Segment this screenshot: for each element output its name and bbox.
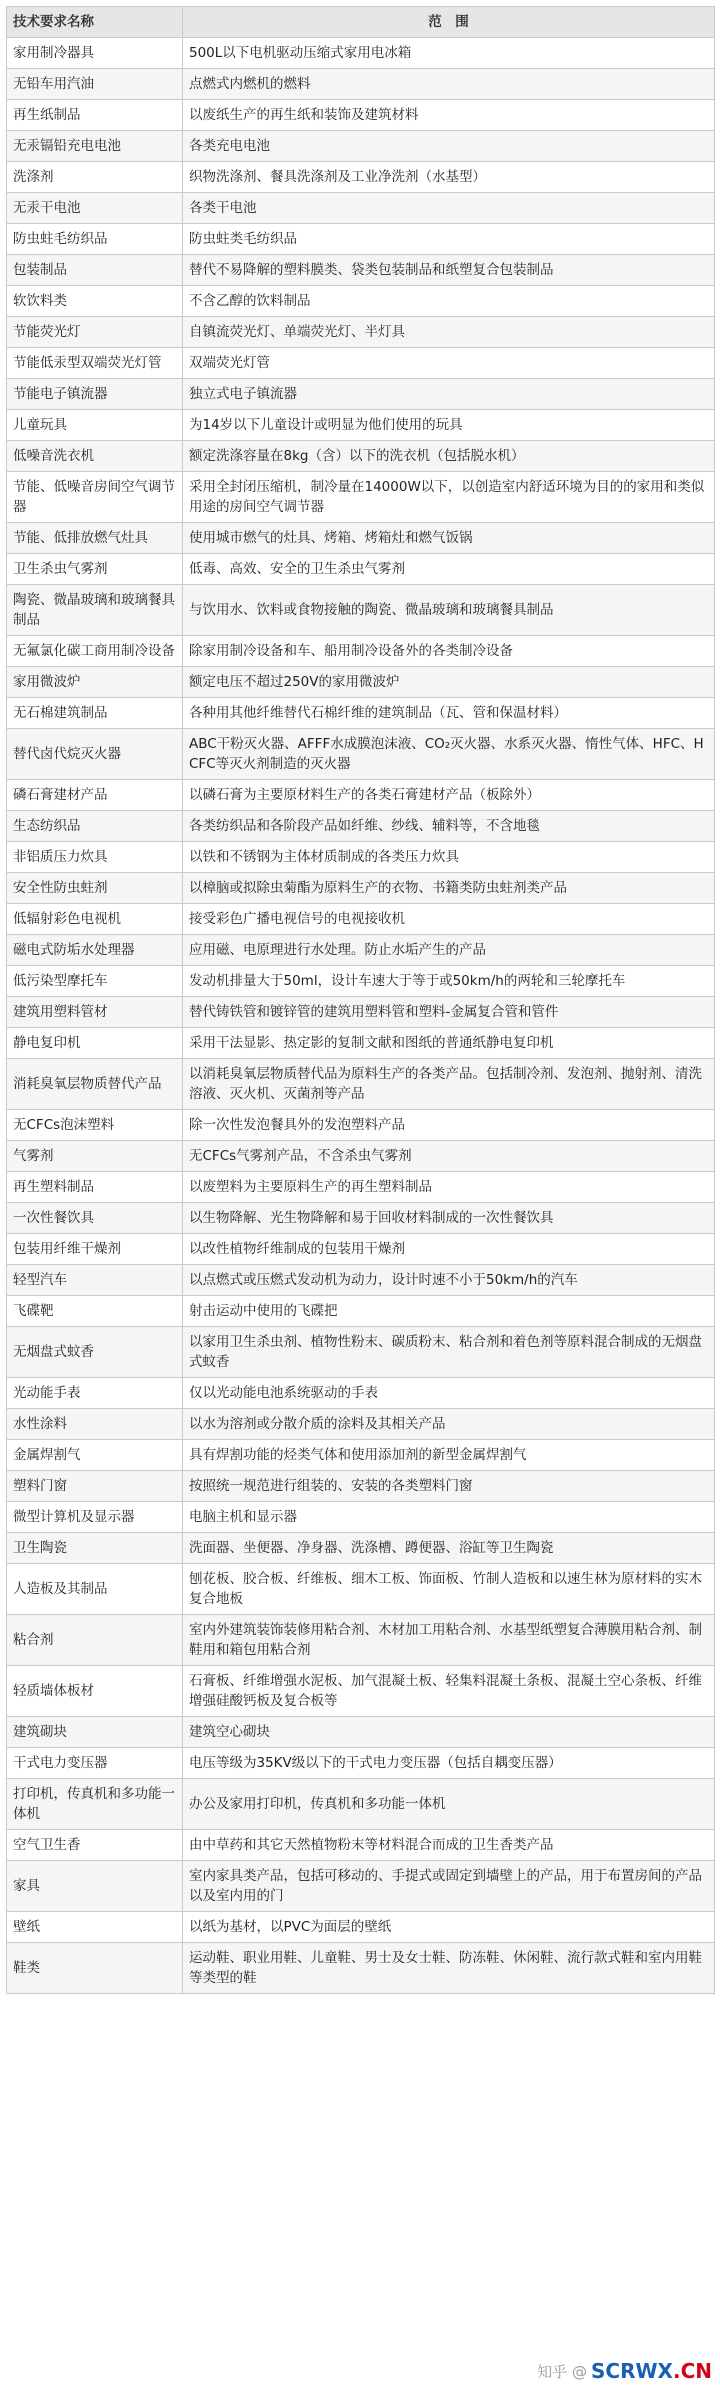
requirement-name-cell: 再生塑料制品 <box>7 1172 183 1203</box>
scope-cell: 按照统一规范进行组装的、安装的各类塑料门窗 <box>183 1471 715 1502</box>
scope-cell: 采用干法显影、热定影的复制文献和图纸的普通纸静电复印机 <box>183 1028 715 1059</box>
site-logo-red: .CN <box>672 2359 712 2383</box>
table-row <box>7 255 715 286</box>
table-row <box>7 523 715 554</box>
header-scope: 范 围 <box>183 7 715 38</box>
scope-cell: 室内外建筑装饰装修用粘合剂、木材加工用粘合剂、水基型纸塑复合薄膜用粘合剂、制鞋用和箱包用粘合剂 <box>183 1615 715 1666</box>
requirement-name-cell: 无烟盘式蚊香 <box>7 1327 183 1378</box>
table-row <box>7 1502 715 1533</box>
scope-cell: 办公及家用打印机，传真机和多功能一体机 <box>183 1779 715 1830</box>
requirement-name-cell: 再生纸制品 <box>7 100 183 131</box>
requirement-name-cell: 卫生杀虫气雾剂 <box>7 554 183 585</box>
scope-cell: 点燃式内燃机的燃料 <box>183 69 715 100</box>
requirement-name-cell: 卫生陶瓷 <box>7 1533 183 1564</box>
table-row <box>7 554 715 585</box>
requirement-name-cell: 建筑用塑料管材 <box>7 997 183 1028</box>
table-row <box>7 131 715 162</box>
table-row <box>7 1830 715 1861</box>
requirement-name-cell: 鞋类 <box>7 1943 183 1994</box>
requirement-name-cell: 塑料门窗 <box>7 1471 183 1502</box>
header-requirement-name: 技术要求名称 <box>7 7 183 38</box>
table-row <box>7 1141 715 1172</box>
scope-cell: 以改性植物纤维制成的包装用干燥剂 <box>183 1234 715 1265</box>
table-header <box>7 7 715 38</box>
scope-cell: 各类充电电池 <box>183 131 715 162</box>
scope-cell: 各种用其他纤维替代石棉纤维的建筑制品（瓦、管和保温材料） <box>183 698 715 729</box>
requirement-name-cell: 磷石膏建材产品 <box>7 780 183 811</box>
scope-cell: 防虫蛀类毛纺织品 <box>183 224 715 255</box>
scope-cell: 替代铸铁管和镀锌管的建筑用塑料管和塑料-金属复合管和管件 <box>183 997 715 1028</box>
table-row <box>7 811 715 842</box>
table-row <box>7 585 715 636</box>
table-row <box>7 1028 715 1059</box>
requirement-name-cell: 家用微波炉 <box>7 667 183 698</box>
requirement-name-cell: 节能低汞型双端荧光灯管 <box>7 348 183 379</box>
requirement-name-cell: 防虫蛀毛纺织品 <box>7 224 183 255</box>
scope-cell: 接受彩色广播电视信号的电视接收机 <box>183 904 715 935</box>
scope-cell: 电脑主机和显示器 <box>183 1502 715 1533</box>
table-row <box>7 317 715 348</box>
table-row <box>7 1110 715 1141</box>
requirement-name-cell: 家具 <box>7 1861 183 1912</box>
table-row <box>7 224 715 255</box>
table-row <box>7 1059 715 1110</box>
requirement-name-cell: 空气卫生香 <box>7 1830 183 1861</box>
scope-cell: 以消耗臭氧层物质替代品为原料生产的各类产品。包括制冷剂、发泡剂、抛射剂、清洗溶液、灭火机、灭菌剂等产品 <box>183 1059 715 1110</box>
requirement-name-cell: 轻质墙体板材 <box>7 1666 183 1717</box>
requirement-name-cell: 微型计算机及显示器 <box>7 1502 183 1533</box>
table-body <box>7 38 715 1994</box>
scope-cell: 由中草药和其它天然植物粉末等材料混合而成的卫生香类产品 <box>183 1830 715 1861</box>
scope-cell: 发动机排量大于50ml，设计车速大于等于或50km/h的两轮和三轮摩托车 <box>183 966 715 997</box>
requirement-name-cell: 儿童玩具 <box>7 410 183 441</box>
scope-cell: 不含乙醇的饮料制品 <box>183 286 715 317</box>
requirement-name-cell: 无氟氯化碳工商用制冷设备 <box>7 636 183 667</box>
table-row <box>7 780 715 811</box>
requirement-name-cell: 干式电力变压器 <box>7 1748 183 1779</box>
requirement-name-cell: 无CFCs泡沫塑料 <box>7 1110 183 1141</box>
requirement-name-cell: 粘合剂 <box>7 1615 183 1666</box>
table-row <box>7 348 715 379</box>
table-row <box>7 966 715 997</box>
requirement-name-cell: 安全性防虫蛀剂 <box>7 873 183 904</box>
scope-cell: 具有焊割功能的烃类气体和使用添加剂的新型金属焊割气 <box>183 1440 715 1471</box>
scope-cell: 各类干电池 <box>183 193 715 224</box>
requirement-name-cell: 低污染型摩托车 <box>7 966 183 997</box>
scope-cell: 除一次性发泡餐具外的发泡塑料产品 <box>183 1110 715 1141</box>
requirement-name-cell: 磁电式防垢水处理器 <box>7 935 183 966</box>
scope-cell: 仅以光动能电池系统驱动的手表 <box>183 1378 715 1409</box>
scope-cell: 电压等级为35KV级以下的干式电力变压器（包括自耦变压器） <box>183 1748 715 1779</box>
scope-cell: 室内家具类产品，包括可移动的、手提式或固定到墙壁上的产品，用于布置房间的产品以及室内用的门 <box>183 1861 715 1912</box>
requirement-name-cell: 无铅车用汽油 <box>7 69 183 100</box>
table-row <box>7 379 715 410</box>
scope-cell: 以家用卫生杀虫剂、植物性粉末、碳质粉末、粘合剂和着色剂等原料混合制成的无烟盘式蚊香 <box>183 1327 715 1378</box>
requirement-name-cell: 气雾剂 <box>7 1141 183 1172</box>
requirement-name-cell: 无石棉建筑制品 <box>7 698 183 729</box>
scope-cell: 与饮用水、饮料或食物接触的陶瓷、微晶玻璃和玻璃餐具制品 <box>183 585 715 636</box>
requirement-name-cell: 陶瓷、微晶玻璃和玻璃餐具制品 <box>7 585 183 636</box>
requirement-name-cell: 低噪音洗衣机 <box>7 441 183 472</box>
table-row <box>7 1861 715 1912</box>
requirement-name-cell: 无汞镉铅充电电池 <box>7 131 183 162</box>
site-logo-watermark <box>591 2359 712 2383</box>
requirement-name-cell: 无汞干电池 <box>7 193 183 224</box>
table-row <box>7 1779 715 1830</box>
scope-cell: 洗面器、坐便器、净身器、洗涤槽、蹲便器、浴缸等卫生陶瓷 <box>183 1533 715 1564</box>
footer-watermark <box>537 2358 712 2384</box>
table-row <box>7 286 715 317</box>
requirement-name-cell: 一次性餐饮具 <box>7 1203 183 1234</box>
requirement-name-cell: 节能、低噪音房间空气调节器 <box>7 472 183 523</box>
scope-cell: 织物洗涤剂、餐具洗涤剂及工业净洗剂（水基型） <box>183 162 715 193</box>
requirement-name-cell: 洗涤剂 <box>7 162 183 193</box>
requirement-name-cell: 人造板及其制品 <box>7 1564 183 1615</box>
scope-cell: 以废塑料为主要原料生产的再生塑料制品 <box>183 1172 715 1203</box>
table-row <box>7 1471 715 1502</box>
table-row <box>7 1234 715 1265</box>
table-row <box>7 1203 715 1234</box>
requirement-name-cell: 节能电子镇流器 <box>7 379 183 410</box>
table-row <box>7 997 715 1028</box>
requirement-name-cell: 金属焊割气 <box>7 1440 183 1471</box>
scope-cell: 双端荧光灯管 <box>183 348 715 379</box>
table-row <box>7 1265 715 1296</box>
table-row <box>7 1440 715 1471</box>
table-row <box>7 873 715 904</box>
table-row <box>7 1327 715 1378</box>
table-row <box>7 193 715 224</box>
scope-cell: 以樟脑或拟除虫菊酯为原料生产的衣物、书籍类防虫蛀剂类产品 <box>183 873 715 904</box>
scope-cell: 低毒、高效、安全的卫生杀虫气雾剂 <box>183 554 715 585</box>
requirement-name-cell: 包装用纤维干燥剂 <box>7 1234 183 1265</box>
scope-cell: 建筑空心砌块 <box>183 1717 715 1748</box>
scope-cell: 使用城市燃气的灶具、烤箱、烤箱灶和燃气饭锅 <box>183 523 715 554</box>
requirement-name-cell: 建筑砌块 <box>7 1717 183 1748</box>
requirement-name-cell: 飞碟靶 <box>7 1296 183 1327</box>
table-row <box>7 1533 715 1564</box>
scope-cell: 500L以下电机驱动压缩式家用电冰箱 <box>183 38 715 69</box>
scope-cell: 替代不易降解的塑料膜类、袋类包装制品和纸塑复合包装制品 <box>183 255 715 286</box>
requirement-name-cell: 包装制品 <box>7 255 183 286</box>
scope-cell: 石膏板、纤维增强水泥板、加气混凝土板、轻集料混凝土条板、混凝土空心条板、纤维增强硅酸钙板及复合板等 <box>183 1666 715 1717</box>
requirement-name-cell: 轻型汽车 <box>7 1265 183 1296</box>
requirement-name-cell: 水性涂料 <box>7 1409 183 1440</box>
table-row <box>7 667 715 698</box>
scope-cell: 以铁和不锈钢为主体材质制成的各类压力炊具 <box>183 842 715 873</box>
scope-cell: 各类纺织品和各阶段产品如纤维、纱线、辅料等，不含地毯 <box>183 811 715 842</box>
table-row <box>7 1717 715 1748</box>
scope-cell: 除家用制冷设备和车、船用制冷设备外的各类制冷设备 <box>183 636 715 667</box>
table-row <box>7 1615 715 1666</box>
scope-cell: 额定洗涤容量在8kg（含）以下的洗衣机（包括脱水机） <box>183 441 715 472</box>
requirement-name-cell: 生态纺织品 <box>7 811 183 842</box>
table-row <box>7 162 715 193</box>
requirement-name-cell: 非铝质压力炊具 <box>7 842 183 873</box>
table-row <box>7 1172 715 1203</box>
requirement-name-cell: 低辐射彩色电视机 <box>7 904 183 935</box>
table-row <box>7 1666 715 1717</box>
table-row <box>7 410 715 441</box>
scope-cell: 刨花板、胶合板、纤维板、细木工板、饰面板、竹制人造板和以速生林为原材料的实木复合地板 <box>183 1564 715 1615</box>
scope-cell: 采用全封闭压缩机，制冷量在14000W以下，以创造室内舒适环境为目的的家用和类似用途的房间空气调节器 <box>183 472 715 523</box>
scope-cell: ABC干粉灭火器、AFFF水成膜泡沫液、CO₂灭火器、水系灭火器、惰性气体、HFC、HCFC等灭火剂制造的灭火器 <box>183 729 715 780</box>
table-row <box>7 38 715 69</box>
scope-cell: 以水为溶剂或分散介质的涂料及其相关产品 <box>183 1409 715 1440</box>
scope-cell: 自镇流荧光灯、单端荧光灯、半灯具 <box>183 317 715 348</box>
requirement-name-cell: 节能荧光灯 <box>7 317 183 348</box>
table-row <box>7 100 715 131</box>
table-row <box>7 1912 715 1943</box>
table-row <box>7 1943 715 1994</box>
table-row <box>7 1564 715 1615</box>
scope-cell: 为14岁以下儿童设计或明显为他们使用的玩具 <box>183 410 715 441</box>
table-row <box>7 842 715 873</box>
table-row <box>7 441 715 472</box>
scope-cell: 以点燃式或压燃式发动机为动力，设计时速不小于50km/h的汽车 <box>183 1265 715 1296</box>
header-row <box>7 7 715 38</box>
requirement-name-cell: 节能、低排放燃气灶具 <box>7 523 183 554</box>
requirement-name-cell: 替代卤代烷灭火器 <box>7 729 183 780</box>
requirement-name-cell: 壁纸 <box>7 1912 183 1943</box>
requirement-name-cell: 家用制冷器具 <box>7 38 183 69</box>
scope-cell: 以磷石膏为主要原材料生产的各类石膏建材产品（板除外） <box>183 780 715 811</box>
requirement-name-cell: 消耗臭氧层物质替代产品 <box>7 1059 183 1110</box>
table-row <box>7 1748 715 1779</box>
scope-cell: 额定电压不超过250V的家用微波炉 <box>183 667 715 698</box>
scope-cell: 以生物降解、光生物降解和易于回收材料制成的一次性餐饮具 <box>183 1203 715 1234</box>
requirement-name-cell: 光动能手表 <box>7 1378 183 1409</box>
table-row <box>7 69 715 100</box>
table-row <box>7 904 715 935</box>
scope-cell: 独立式电子镇流器 <box>183 379 715 410</box>
requirement-name-cell: 打印机，传真机和多功能一体机 <box>7 1779 183 1830</box>
table-row <box>7 935 715 966</box>
site-logo-blue: SCRWX <box>591 2359 673 2383</box>
table-row <box>7 729 715 780</box>
table-row <box>7 1296 715 1327</box>
scope-cell: 射击运动中使用的飞碟把 <box>183 1296 715 1327</box>
table-row <box>7 698 715 729</box>
eco-label-requirements-table <box>6 6 715 1994</box>
scope-cell: 以纸为基材，以PVC为面层的壁纸 <box>183 1912 715 1943</box>
table-row <box>7 636 715 667</box>
zhihu-watermark: 知乎 @ <box>537 2362 588 2381</box>
table-row <box>7 472 715 523</box>
scope-cell: 以废纸生产的再生纸和装饰及建筑材料 <box>183 100 715 131</box>
requirement-name-cell: 静电复印机 <box>7 1028 183 1059</box>
scope-cell: 运动鞋、职业用鞋、儿童鞋、男士及女士鞋、防冻鞋、休闲鞋、流行款式鞋和室内用鞋等类型的鞋 <box>183 1943 715 1994</box>
table-row <box>7 1378 715 1409</box>
table-row <box>7 1409 715 1440</box>
scope-cell: 无CFCs气雾剂产品，不含杀虫气雾剂 <box>183 1141 715 1172</box>
scope-cell: 应用磁、电原理进行水处理。防止水垢产生的产品 <box>183 935 715 966</box>
requirement-name-cell: 软饮料类 <box>7 286 183 317</box>
